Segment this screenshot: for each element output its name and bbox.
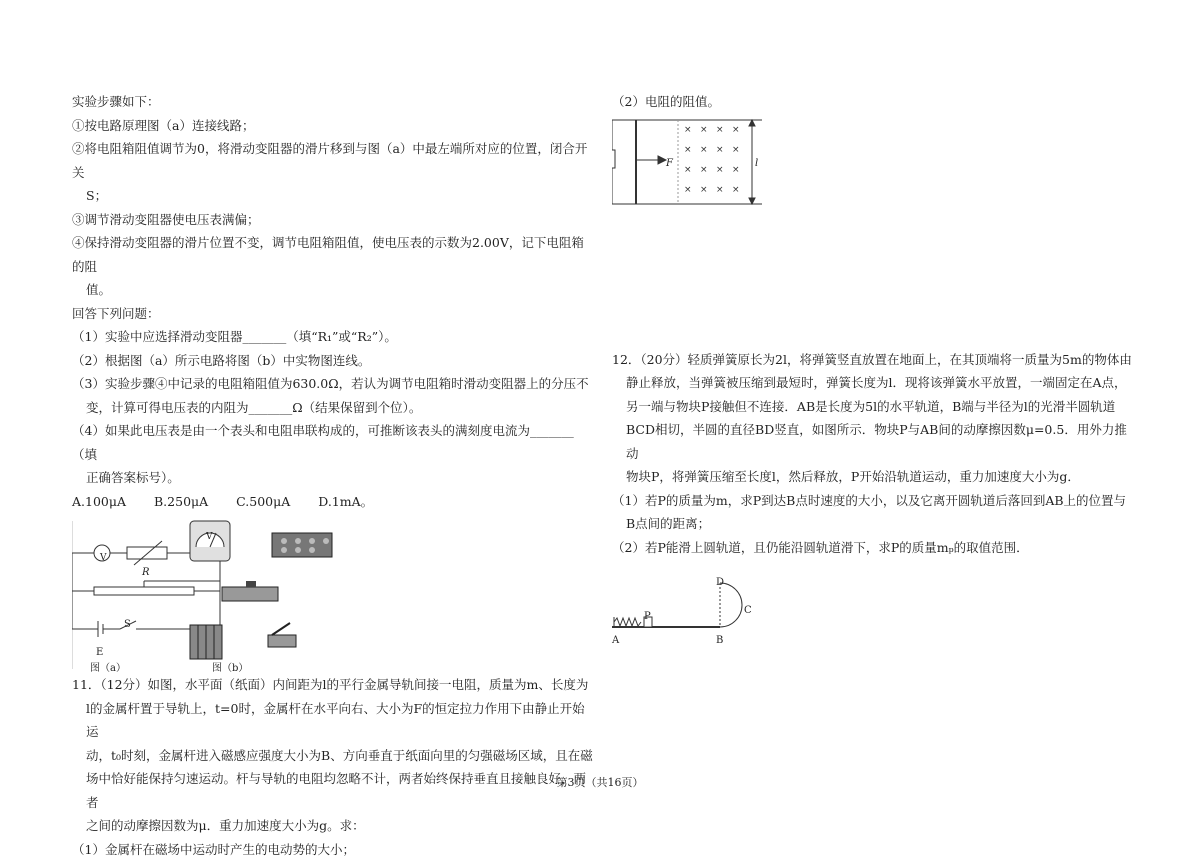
q11-sub-1: （1）金属杆在磁场中运动时产生的电动势的大小； xyxy=(72,838,594,861)
svg-text:×: × xyxy=(684,165,692,175)
q12-sub-1-cont: B点间的距离； xyxy=(612,512,1132,536)
right-column xyxy=(612,90,1132,647)
resistor-symbol xyxy=(612,150,615,168)
q12-line-4: BCD相切，半圆的直径BD竖直，如图所示．物块P与AB间的动摩擦因数μ=0.5．用外力推动 xyxy=(612,418,1132,465)
question-3-cont: 变，计算可得电压表的内阻为_______Ω（结果保留到个位）。 xyxy=(72,396,594,420)
circuit-figures xyxy=(72,517,392,673)
svg-text:×: × xyxy=(732,165,740,175)
option-a: A.100μA xyxy=(72,490,126,514)
figure-b-caption: 图（b） xyxy=(212,657,248,681)
force-label: F xyxy=(666,152,673,176)
point-d-label: D xyxy=(716,571,724,595)
step-1: ①按电路原理图（a）连接线路； xyxy=(72,114,594,138)
svg-text:×: × xyxy=(684,125,692,135)
step-3: ③调节滑动变阻器使电压表满偏； xyxy=(72,208,594,232)
rheostat-symbol xyxy=(94,587,194,595)
option-b: B.250μA xyxy=(154,490,208,514)
steps-heading: 实验步骤如下： xyxy=(72,90,594,114)
page-footer: 第3页（共16页） xyxy=(0,774,1200,790)
battery-label: E xyxy=(96,641,103,665)
resistor-box-symbol xyxy=(127,547,167,559)
magnetic-field-figure xyxy=(612,116,772,212)
step-2: ②将电阻箱阻值调节为0，将滑动变阻器的滑片移到与图（a）中最左端所对应的位置，闭合开关 xyxy=(72,137,594,184)
switch-label: S xyxy=(124,613,131,637)
block-p-label: P xyxy=(644,605,651,629)
track-svg xyxy=(612,569,752,647)
answer-options xyxy=(72,490,594,514)
step-2-cont: S； xyxy=(72,184,594,208)
rail-field-svg xyxy=(612,116,772,212)
spring xyxy=(614,618,641,626)
switch-device xyxy=(268,635,296,647)
question-4: （4）如果此电压表是由一个表头和电阻串联构成的，可推断该表头的满刻度电流为_______（填 xyxy=(72,419,594,466)
q12-sub-2: （2）若P能滑上圆轨道，且仍能沿圆轨道滑下，求P的质量mₚ的取值范围． xyxy=(612,536,1132,560)
point-c-label: C xyxy=(744,599,752,623)
svg-text:×: × xyxy=(732,185,740,195)
svg-text:×: × xyxy=(716,185,724,195)
q11-sub-2: （2）电阻的阻值。 xyxy=(612,90,1132,114)
left-column xyxy=(72,90,594,861)
voltmeter-label: V xyxy=(100,547,107,571)
step-4: ④保持滑动变阻器的滑片位置不变，调节电阻箱阻值，使电压表的示数为2.00V，记下电阻箱的阻 xyxy=(72,231,594,278)
question-2: （2）根据图（a）所示电路将图（b）中实物图连线。 xyxy=(72,349,594,373)
voltmeter-device-label: V xyxy=(206,526,213,550)
q11-line-3: 动，t₀时刻，金属杆进入磁感应强度大小为B、方向垂直于纸面向里的匀强磁场区域，且在磁 xyxy=(72,744,594,768)
svg-text:×: × xyxy=(684,185,692,195)
q11-line-5: 之间的动摩擦因数为μ．重力加速度大小为g。求： xyxy=(72,814,594,838)
svg-text:×: × xyxy=(700,165,708,175)
point-a-label: A xyxy=(612,629,619,653)
step-4-cont: 值。 xyxy=(72,278,594,302)
spring-track-figure xyxy=(612,569,752,647)
svg-text:×: × xyxy=(700,145,708,155)
q11-line-4: 场中恰好能保持匀速运动。杆与导轨的电阻均忽略不计，两者始终保持垂直且接触良好，两者 xyxy=(72,767,594,814)
option-c: C.500μA xyxy=(236,490,290,514)
svg-text:×: × xyxy=(732,145,740,155)
q12-sub-1: （1）若P的质量为m，求P到达B点时速度的大小，以及它离开圆轨道后落回到AB上的位置与 xyxy=(612,489,1132,513)
answer-heading: 回答下列问题： xyxy=(72,302,594,326)
q12-line-2: 静止释放，当弹簧被压缩到最短时，弹簧长度为l．现将该弹簧水平放置，一端固定在A点， xyxy=(612,371,1132,395)
q11-line-1: 11．（12分）如图，水平面（纸面）内间距为l的平行金属导轨间接一电阻，质量为m、长度为 xyxy=(72,673,594,697)
figure-a-caption: 图（a） xyxy=(90,657,126,681)
q12-line-3: 另一端与物块P接触但不连接．AB是长度为5l的水平轨道，B端与半径为l的光滑半圆轨道 xyxy=(612,395,1132,419)
question-1: （1）实验中应选择滑动变阻器_______（填“R₁”或“R₂”）。 xyxy=(72,325,594,349)
q11-line-2: l的金属杆置于导轨上，t=0时，金属杆在水平向右、大小为F的恒定拉力作用下由静止开始运 xyxy=(72,697,594,744)
rheostat-device xyxy=(222,587,278,601)
svg-text:×: × xyxy=(700,125,708,135)
svg-text:×: × xyxy=(700,185,708,195)
resistance-box-device xyxy=(272,533,332,557)
point-b-label: B xyxy=(716,629,723,653)
svg-text:×: × xyxy=(732,125,740,135)
field-crosses xyxy=(684,125,740,195)
svg-text:×: × xyxy=(716,145,724,155)
question-4-cont: 正确答案标号）。 xyxy=(72,466,594,490)
option-d: D.1mA。 xyxy=(318,490,373,514)
circuit-diagram-svg xyxy=(72,517,392,673)
question-3: （3）实验步骤④中记录的电阻箱阻值为630.0Ω，若认为调节电阻箱时滑动变阻器上的分压不 xyxy=(72,372,594,396)
svg-text:×: × xyxy=(684,145,692,155)
distance-label: l xyxy=(755,152,758,176)
q12-line-5: 物块P，将弹簧压缩至长度l，然后释放，P开始沿轨道运动，重力加速度大小为g． xyxy=(612,465,1132,489)
svg-text:×: × xyxy=(716,125,724,135)
svg-text:×: × xyxy=(716,165,724,175)
resistor-label: R xyxy=(142,561,150,585)
q12-line-1: 12．（20分）轻质弹簧原长为2l，将弹簧竖直放置在地面上，在其顶端将一质量为5m的物体由 xyxy=(612,348,1132,372)
